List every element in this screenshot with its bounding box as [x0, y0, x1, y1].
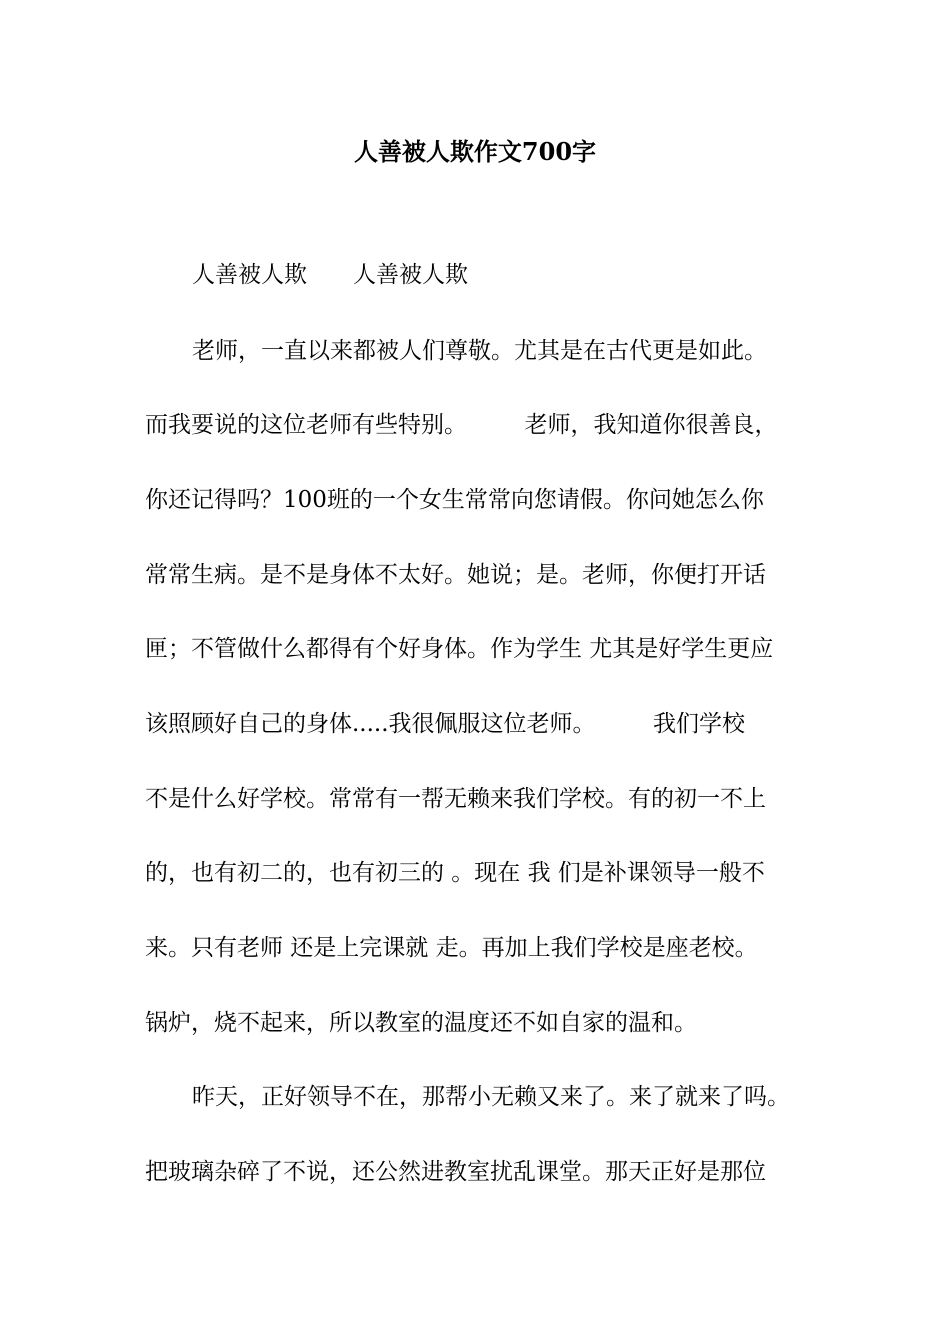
document-title: 人善被人欺作文700字: [353, 137, 597, 166]
paragraph-line-12: 昨天，正好领导不在，那帮小无赖又来了。来了就来了吗。: [192, 1084, 790, 1110]
paragraph-line-2: 老师，一直以来都被人们尊敬。尤其是在古代更是如此。: [192, 338, 767, 364]
paragraph-line-7: 该照顾好自己的身体.....我很佩服这位老师。 我们学校: [145, 711, 746, 737]
paragraph-line-10: 来。只有老师 还是上完课就 走。再加上我们学校是座老校。: [145, 935, 758, 961]
paragraph-line-11: 锅炉，烧不起来，所以教室的温度还不如自家的温和。: [145, 1010, 697, 1036]
paragraph-line-5: 常常生病。是不是身体不太好。她说；是。老师，你便打开话: [145, 562, 766, 588]
paragraph-line-4: 你还记得吗？100班的一个女生常常向您请假。你问她怎么你: [145, 487, 764, 513]
paragraph-line-3: 而我要说的这位老师有些特别。 老师，我知道你很善良，: [145, 412, 778, 438]
paragraph-line-8: 不是什么好学校。常常有一帮无赖来我们学校。有的初一不上: [145, 786, 766, 812]
paragraph-line-6: 匣；不管做什么都得有个好身体。作为学生 尤其是好学生更应: [145, 636, 774, 662]
paragraph-line-1: 人善被人欺 人善被人欺: [192, 262, 468, 288]
paragraph-line-9: 的，也有初二的，也有初三的 。现在 我 们是补课领导一般不: [145, 860, 765, 886]
paragraph-line-13: 把玻璃杂碎了不说，还公然进教室扰乱课堂。那天正好是那位: [145, 1159, 766, 1185]
